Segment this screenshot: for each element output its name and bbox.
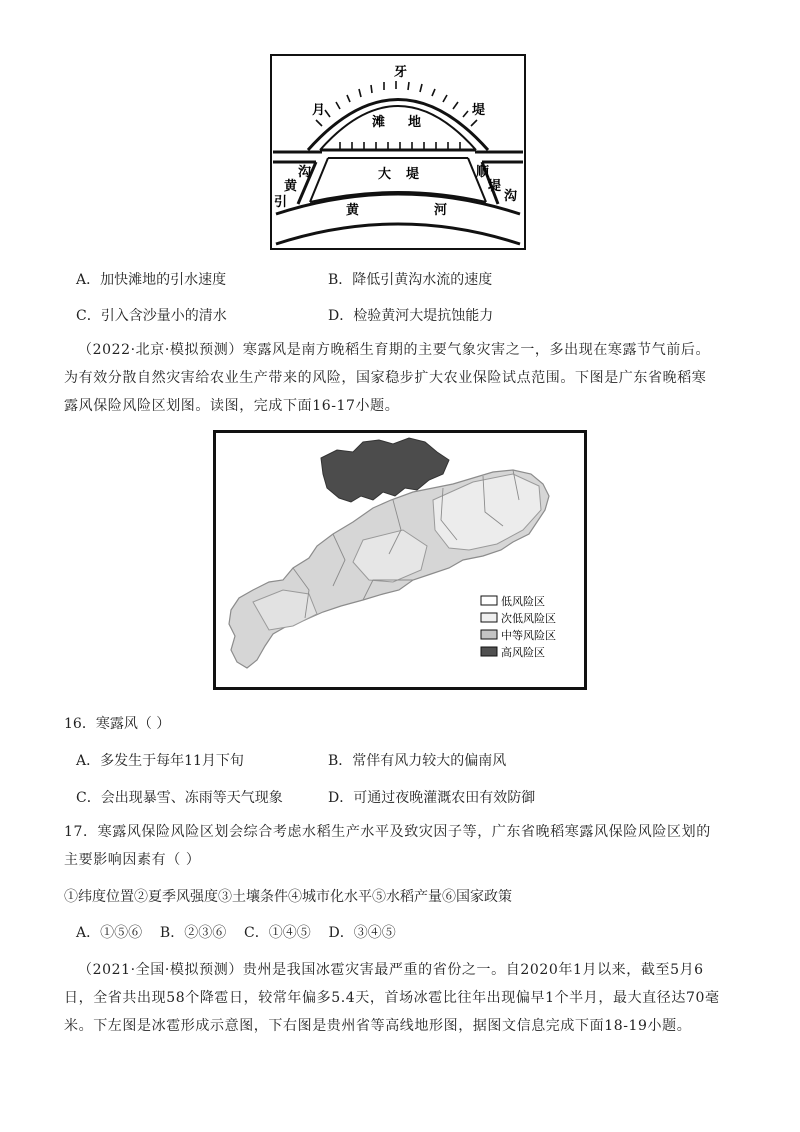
- label-huang-left: 黄: [284, 179, 298, 194]
- q17-factors: ①纬度位置②夏季风强度③土壤条件④城市化水平⑤水稻产量⑥国家政策: [64, 889, 512, 905]
- q15-option-c: C．引入含沙量小的清水: [76, 308, 227, 324]
- label-huang-river: 黄: [346, 203, 360, 218]
- label-di-right: 堤: [472, 103, 486, 118]
- q15-option-a: A．加快滩地的引水速度: [76, 272, 227, 288]
- legend-swatch-low: [481, 596, 497, 605]
- q17-stem: 17．寒露风保险风险区划会综合考虑水稻生产水平及致灾因子等，广东省晚稻寒露风保险风险区划的主要影响因素有（ ）: [64, 824, 711, 868]
- label-di-dam: 堤: [406, 167, 420, 182]
- legend-swatch-high: [481, 647, 497, 656]
- legend-label-low: 低风险区: [501, 595, 545, 608]
- legend-label-high: 高风险区: [501, 646, 545, 659]
- label-gou-right: 沟: [504, 189, 518, 204]
- legend-label-sublow: 次低风险区: [501, 612, 556, 625]
- label-da: 大: [378, 167, 392, 182]
- label-shun: 顺: [476, 165, 490, 180]
- label-tan: 滩: [372, 115, 386, 130]
- label-yin: 引: [274, 195, 288, 210]
- label-gou-left: 沟: [298, 165, 312, 180]
- q15-option-d: D．检验黄河大堤抗蚀能力: [328, 308, 494, 324]
- guangdong-risk-map: [213, 430, 587, 690]
- intro-18-19: （2021·全国·模拟预测）贵州是我国冰雹灾害最严重的省份之一。自2020年1月以来，截至5月6日，全省共出现58个降雹日，较常年偏多5.4天，首场冰雹比往年出现偏早1个半月，最大直径达70毫米。下左图是冰雹形成示意图，下右图是贵州省等高线地形图，据图文信息完成下面18-19小题。: [64, 962, 720, 1034]
- label-di-shun: 堤: [488, 179, 502, 194]
- legend-swatch-medium: [481, 630, 497, 639]
- embankment-diagram: [270, 54, 526, 250]
- legend-label-medium: 中等风险区: [501, 629, 556, 642]
- label-he: 河: [434, 203, 448, 218]
- q16-option-a: A．多发生于每年11月下旬: [76, 753, 244, 769]
- legend-swatch-sublow: [481, 613, 497, 622]
- intro-16-17: （2022·北京·模拟预测）寒露风是南方晚稻生育期的主要气象灾害之一，多出现在寒露节气前后。为有效分散自然灾害给农业生产带来的风险，国家稳步扩大农业保险试点范围。下图是广东省晚稻寒露风保险风险区划图。读图，完成下面16-17小题。: [64, 342, 711, 414]
- label-di-mid: 地: [408, 115, 422, 130]
- q17-options: A．①⑤⑥ B．②③⑥ C．①④⑤ D．③④⑤: [76, 925, 396, 941]
- q16-stem: 16．寒露风（ ）: [64, 716, 171, 732]
- label-yue: 月: [312, 103, 326, 118]
- label-ya: 牙: [394, 65, 408, 80]
- q15-option-b: B．降低引黄沟水流的速度: [328, 272, 493, 288]
- q16-option-b: B．常伴有风力较大的偏南风: [328, 753, 507, 769]
- q16-option-c: C．会出现暴雪、冻雨等天气现象: [76, 790, 283, 806]
- q16-option-d: D．可通过夜晚灌溉农田有效防御: [328, 790, 536, 806]
